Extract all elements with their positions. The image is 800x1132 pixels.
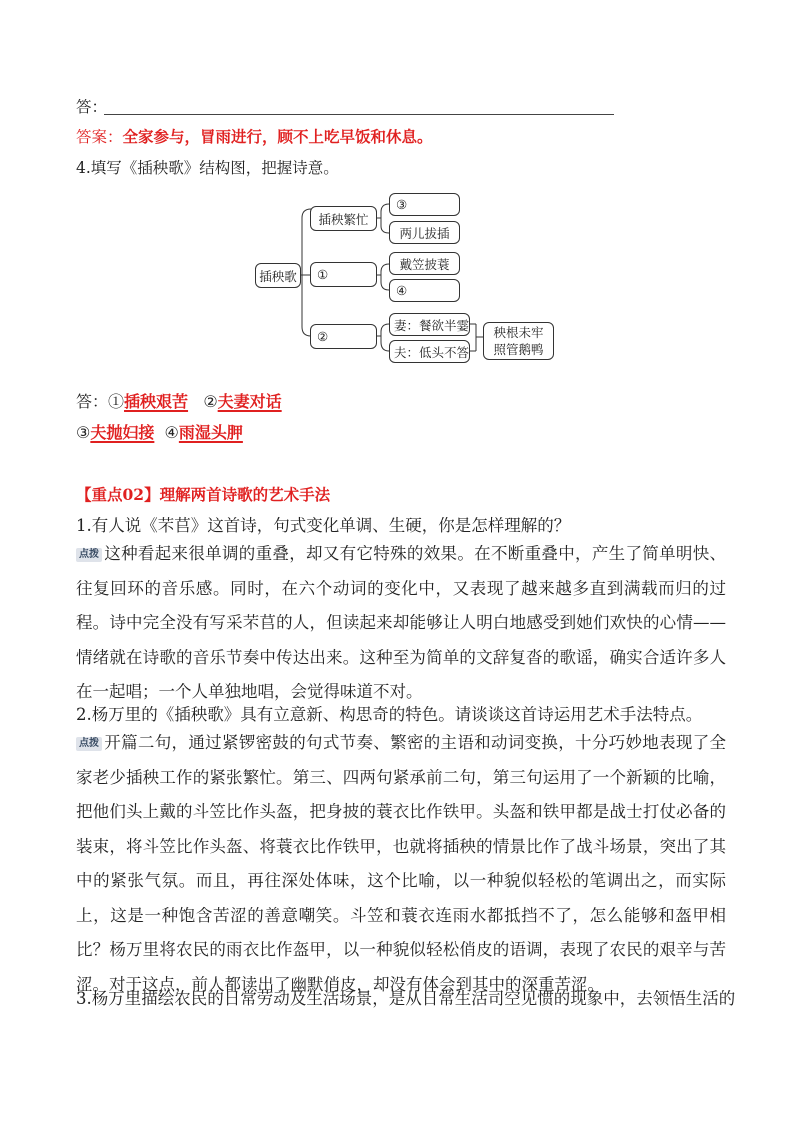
- answer-4-a4: 雨湿头胛: [178, 423, 243, 442]
- answer-2-paragraph: 点拨 开篇二句，通过紧锣密鼓的句式节奏、繁密的主语和动词变换，十分巧妙地表现了全家老少插秧工作的紧张繁忙。第三、四两句紧承前二句，第三句运用了一个新颖的比喻，把他们头上戴的斗笠比作头盔，把身披的蓑衣比作铁甲。头盔和铁甲都是战士打仗必备的装束，将斗笠比作头盔、将蓑衣比作铁甲，也就将插秧的情景比作了战斗场景，突出了其中的紧张气氛。而且，再往深处体味，这个比喻，以一种貌似轻松的笔调出之，而实际上，这是一种饱含苦涩的善意嘲笑。斗笠和蓑衣连雨水都抵挡不了，怎么能够和盔甲相比？杨万里将农民的雨衣比作盔甲，以一种貌似轻松俏皮的语调，表现了农民的艰辛与苦涩。对于这点，前人都读出了幽默俏皮，却没有体会到其中的深重苦涩。: [76, 733, 726, 994]
- diagram-leaf-children-planting: 两儿拔插: [389, 221, 460, 244]
- answer-prompt: 答：: [76, 98, 108, 116]
- question-1: 1.有人说《芣苢》这首诗，句式变化单调、生硬，你是怎样理解的？: [76, 516, 571, 535]
- diagram-leaf-wife: 妻：餐欲半霎: [389, 313, 470, 336]
- hint-tag: 点拨: [76, 548, 102, 562]
- diagram-leaf-husband: 夫：低头不答: [389, 340, 470, 363]
- answer-4-a1: 插秧艰苦: [124, 392, 189, 411]
- diagram-root: 插秧歌: [255, 263, 301, 288]
- question-2: 2.杨万里的《插秧歌》具有立意新、构思奇的特色。请谈谈这首诗运用艺术手法特点。: [76, 705, 703, 724]
- answer-4-a2: 夫妻对话: [217, 392, 282, 411]
- diagram-leaf-hat-cape: 戴笠披蓑: [389, 252, 460, 275]
- diagram-branch-2: ②: [310, 324, 377, 349]
- answer-3-text: 全家参与，冒雨进行，顾不上吃早饭和休息。: [122, 127, 433, 146]
- diagram-leaf-3: ③: [389, 193, 460, 216]
- hint-tag: 点拨: [76, 737, 102, 751]
- answer-1-paragraph: 点拨 这种看起来很单调的重叠，却又有它特殊的效果。在不断重叠中，产生了简单明快、往复回环的音乐感。同时，在六个动词的变化中，又表现了越来越多直到满载而归的过程。诗中完全没有写采芣苢的人，但读起来却能够让人明白地感受到她们欢快的心情——情绪就在诗歌的音乐节奏中传达出来。这种至为简单的文辞复沓的歌谣，确实合适许多人在一起唱；一个人单独地唱，会觉得味道不对。: [76, 544, 726, 701]
- answer-3-label: 答案：: [76, 128, 123, 146]
- question-3: 3.杨万里描绘农民的日常劳动及生活场景，是从日常生活司空见惯的现象中，去领悟生活的: [76, 989, 736, 1008]
- diagram-result: 秧根未牢 照管鹅鸭: [483, 322, 554, 360]
- answer-4-a3: 夫抛妇接: [90, 423, 155, 442]
- diagram-branch-busy: 插秧繁忙: [310, 206, 377, 231]
- diagram-branch-1: ①: [310, 262, 377, 287]
- answer-4-line-1: 答：①插秧艰苦 ②夫妻对话: [76, 392, 282, 411]
- diagram-leaf-4: ④: [389, 279, 460, 302]
- question-4: 4.填写《插秧歌》结构图，把握诗意。: [76, 159, 339, 177]
- section-2-title: 【重点02】理解两首诗歌的艺术手法: [76, 485, 331, 504]
- answer-4-line-2: ③夫抛妇接 ④雨湿头胛: [76, 423, 243, 442]
